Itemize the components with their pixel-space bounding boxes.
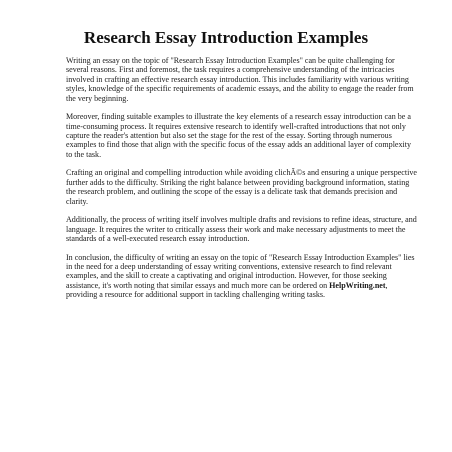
- paragraph-3: Crafting an original and compelling introduction while avoiding clichÃ©s and ensuring a unique perspective further adds to the difficulty. Striking the right balance between providing background information, stating the research problem, and outlining the scope of the essay is a delicate task that demands precision and clarity.: [66, 168, 417, 206]
- paragraph-4: Additionally, the process of writing itself involves multiple drafts and revisions to refine ideas, structure, and language. It requires the writer to critically assess their work and make necessary adjustments to meet the standards of a well-executed research essay introduction.: [66, 215, 417, 244]
- paragraph-1: Writing an essay on the topic of "Research Essay Introduction Examples" can be quite challenging for several reasons. First and foremost, the task requires a comprehensive understanding of the intricacies involved in crafting an effective research essay introduction. This includes familiarity with various writing styles, knowledge of the specific requirements of academic essays, and the ability to engage the reader from the very beginning.: [66, 56, 414, 103]
- paragraph-5-text-after: , providing a resource for additional support in tackling challenging writing tasks.: [66, 280, 388, 300]
- paragraph-2: Moreover, finding suitable examples to illustrate the key elements of a research essay introduction can be a time-consuming process. It requires extensive research to identify well-crafted introductions that not only capture the reader's attention but also set the stage for the rest of the essay. Sorting through numerous examples to find those that align with the specific focus of the essay adds an additional layer of complexity to the task.: [66, 112, 412, 159]
- helpwriting-brand: HelpWriting.net: [329, 280, 386, 290]
- page-title: Research Essay Introduction Examples: [83, 28, 369, 47]
- paragraph-5-text-before: In conclusion, the difficulty of writing an essay on the topic of "Research Essay Introduction Examples" lies in the need for a deep understanding of essay writing conventions, extensive research to find relevant examples, and the skill to create a captivating and original introduction. However, for those seeking assistance, it's worth noting that similar essays and much more can be ordered on: [66, 252, 415, 290]
- document-body: [66, 56, 418, 309]
- paragraph-5: [66, 253, 418, 300]
